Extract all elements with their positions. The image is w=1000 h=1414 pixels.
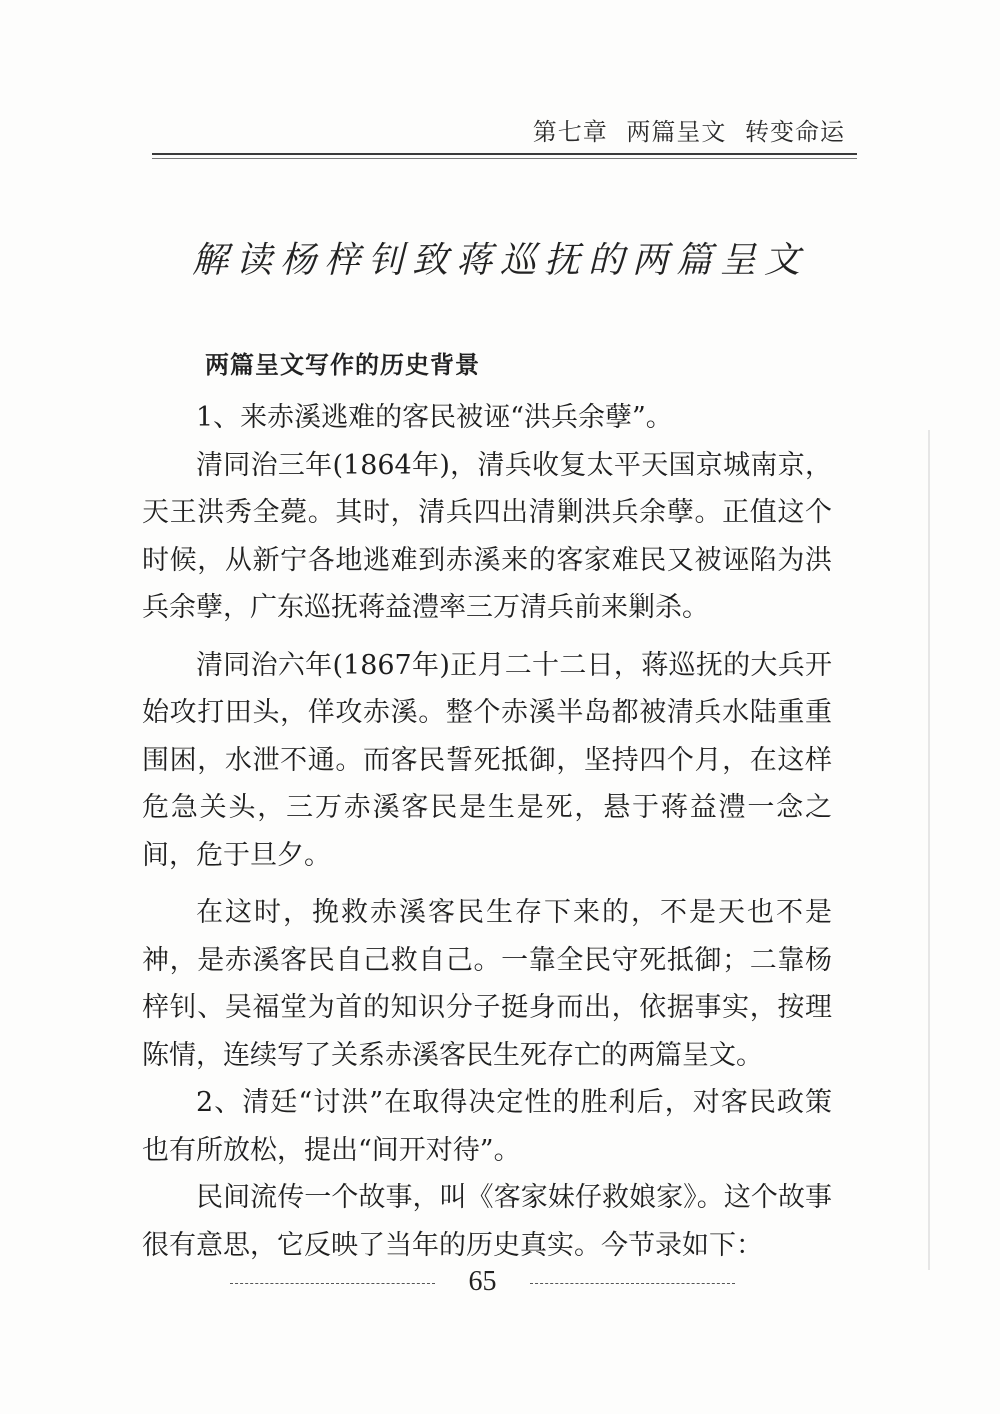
article-title: 解读杨梓钊致蒋巡抚的两篇呈文 bbox=[191, 240, 808, 281]
paragraph: 清同治三年(1864年)，清兵收复太平天国京城南京，天王洪秀全薨。其时，清兵四出清剿洪兵余孽。正值这个时候，从新宁各地逃难到赤溪来的客家难民又被诬陷为洪兵余孽，广东巡抚蒋益澧率三万清兵前来剿杀。 bbox=[142, 449, 832, 623]
section-heading: 两篇呈文写作的历史背景 bbox=[205, 351, 480, 379]
running-header: 第七章 两篇呈文 转变命运 bbox=[532, 118, 845, 146]
footer-rule-left bbox=[230, 1283, 435, 1284]
footer-rule-right bbox=[530, 1283, 735, 1284]
paragraph: 1、来赤溪逃难的客民被诬“洪兵余孽”。 bbox=[196, 402, 673, 433]
page-number: 65 bbox=[468, 1266, 497, 1297]
scan-shadow-edge bbox=[928, 430, 930, 1270]
header-rule-secondary bbox=[152, 158, 857, 159]
header-rule bbox=[152, 153, 857, 155]
paragraph: 2、清廷“讨洪”在取得决定性的胜利后，对客民政策也有所放松，提出“间开对待”。 bbox=[142, 1087, 832, 1166]
paragraph: 在这时，挽救赤溪客民生存下来的，不是天也不是神，是赤溪客民自己救自己。一靠全民守死抵御；二靠杨梓钊、吴福堂为首的知识分子挺身而出，依据事实，按理陈情，连续写了关系赤溪客民生死存亡的两篇呈文。 bbox=[142, 897, 832, 1071]
paragraph: 清同治六年(1867年)正月二十二日，蒋巡抚的大兵开始攻打田头，佯攻赤溪。整个赤溪半岛都被清兵水陆重重围困，水泄不通。而客民誓死抵御，坚持四个月，在这样危急关头，三万赤溪客民是生是死，悬于蒋益澧一念之间，危于旦夕。 bbox=[142, 649, 832, 871]
paragraph: 民间流传一个故事，叫《客家妹仔救娘家》。这个故事很有意思，它反映了当年的历史真实。今节录如下： bbox=[142, 1182, 832, 1261]
page-footer bbox=[0, 1266, 1000, 1302]
article-body bbox=[142, 394, 832, 1269]
